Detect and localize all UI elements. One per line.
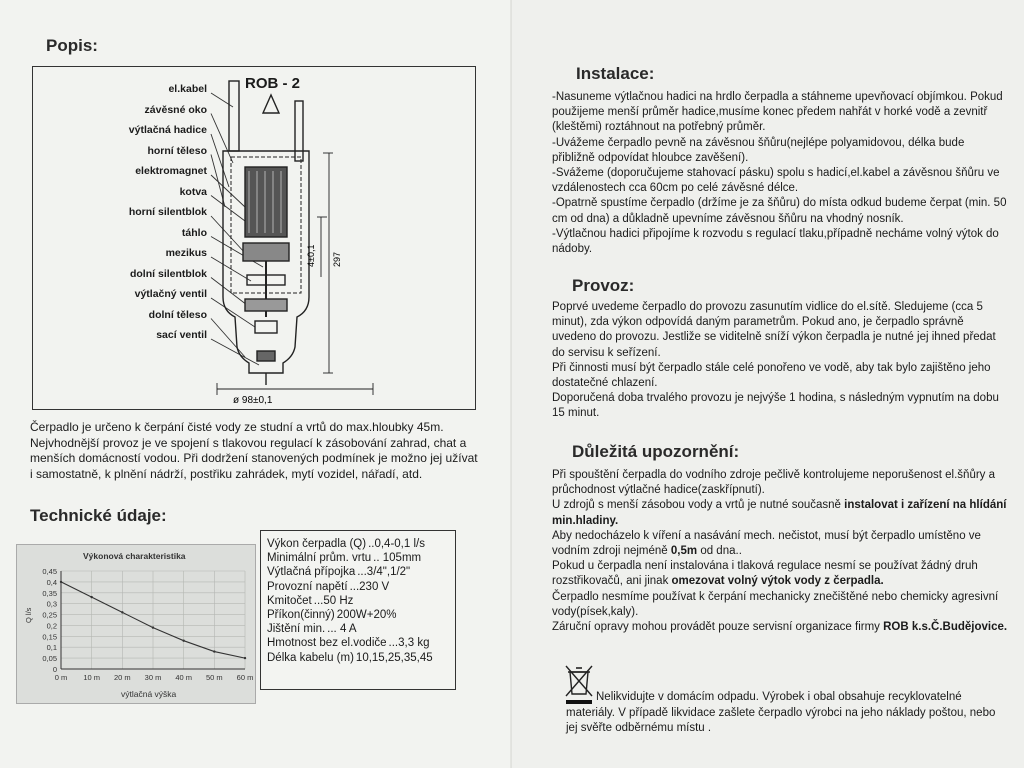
diagram-label: horní silentblok: [128, 206, 207, 218]
diagram-label: mezikus: [165, 247, 207, 259]
y-tick-label: 0,4: [46, 577, 57, 587]
diagram-label: kotva: [179, 185, 207, 198]
warning-bold: 0,5m: [670, 545, 698, 558]
warning-paragraph: Čerpadlo nesmíme používat k čerpání mechanicky znečištěné nebo chemicky agresivní vody(písek,kaly).: [552, 590, 999, 618]
leader-line: [211, 339, 259, 365]
performance-point: [244, 657, 246, 659]
instalace-step: -Nasuneme výtlačnou hadici na hrdlo čerpadla a stáhneme upevňovací objímkou. Pokud použijeme menší průměr hadice,musíme konec předem nahřát v horké vodě a zevnitř (kleštěmi) roztáhnout na potřebný průměr.: [552, 91, 1003, 134]
performance-point: [90, 596, 92, 598]
spec-row: [267, 622, 455, 636]
spec-label: Výtlačná přípojka: [267, 566, 356, 579]
diagram-label: dolní těleso: [148, 308, 207, 321]
performance-point: [60, 581, 62, 583]
spec-row: [267, 608, 455, 622]
provoz-heading: Provoz:: [572, 276, 635, 295]
chart-title: Výkonová charakteristika: [83, 551, 186, 561]
provoz-paragraph: Doporučená doba trvalého provozu je nejvýše 1 hodina, s následným vypnutím na dobu 15 minut.: [552, 392, 999, 420]
spec-value: 10,15,25,35,45: [355, 651, 433, 664]
spec-row: [267, 551, 455, 565]
x-tick-label: 40 m: [175, 673, 193, 682]
diagram-label: el.kabel: [168, 83, 207, 95]
y-tick-label: 0,15: [42, 632, 57, 642]
x-tick-label: 20 m: [113, 673, 131, 682]
x-tick-label: 30 m: [144, 673, 162, 682]
spec-row: [267, 636, 455, 650]
y-tick-label: 0,1: [46, 643, 57, 653]
diagram-label: sací ventil: [156, 329, 207, 341]
dim-height-b: 297: [332, 251, 342, 267]
spec-value: ...230 V: [349, 580, 390, 593]
spec-label: Hmotnost bez el.vodiče: [267, 637, 387, 650]
warning-paragraph: Při spouštění čerpadla do vodního zdroje pečlivě kontrolujeme neporušenost el.šňůry a průchodnost výtlačné hadice(zaskřípnutí).: [552, 469, 996, 497]
spec-value: .. 105mm: [373, 552, 422, 565]
spec-table: [260, 530, 456, 690]
y-tick-label: 0,3: [46, 599, 57, 609]
performance-point: [182, 639, 184, 641]
leader-line: [211, 278, 247, 306]
spec-label: Provozní napětí: [267, 580, 348, 593]
y-tick-label: 0,35: [42, 588, 57, 598]
warning-paragraph: [552, 559, 1008, 589]
spec-row: [267, 594, 455, 608]
instalace-step: -Svážeme (doporučujeme stahovací pásku) spolu s hadicí,el.kabel a závěsnou šňůru ve vzdálenostech cca 60cm po celé závěsné délce.: [552, 167, 1000, 195]
chart-ylabel: Q l/s: [24, 607, 33, 623]
popis-heading: Popis:: [46, 36, 98, 55]
spec-label: Kmitočet: [267, 594, 312, 607]
instalace-step: -Výtlačnou hadici připojíme k rozvodu s regulací tlaku,případně necháme volný výtok do nádoby.: [552, 227, 999, 256]
warning-bold: instalovat i zařízení na hlídání min.hladiny.: [552, 499, 1007, 527]
tech-heading: Technické údaje:: [30, 506, 167, 525]
chart-plot: [17, 545, 257, 705]
warning-paragraph: [552, 620, 1008, 635]
spec-value: ... 4 A: [327, 623, 357, 636]
diagram-label: výtlačná hadice: [128, 124, 207, 136]
spec-value: ...50 Hz: [313, 594, 354, 607]
leader-line: [211, 175, 245, 207]
warning-paragraph: [552, 529, 1008, 559]
right-page: [512, 0, 1024, 768]
instalace-step: -Uvážeme čerpadlo pevně na závěsnou šňůru(nejlépe polyamidovou, délka bude přibližně odpovídat hloubce zavěšení).: [552, 136, 965, 164]
warning-bold: omezovat volný výtok vody z čerpadla.: [671, 575, 884, 588]
provoz-paragraph: Poprvé uvedeme čerpadlo do provozu zasunutím vidlice do el.sítě. Sledujeme (cca 5 minut), zda výkon odpovídá daným parametrům. Pokud ano, je čerpadlo správně uvedeno do provozu. Jestliže se viditelně sníží výkon čerpadla je nutné jej ihned předat do servisu k seřízení.: [552, 301, 996, 359]
spec-label: Příkon(činný): [267, 609, 335, 622]
upozorneni-heading: Důležitá upozornění:: [572, 442, 740, 461]
y-tick-label: 0,25: [42, 610, 57, 620]
instalace-text: [552, 90, 1008, 257]
instalace-heading: Instalace:: [576, 64, 655, 83]
spec-rows: [267, 537, 455, 665]
y-tick-label: 0,45: [42, 567, 57, 576]
y-tick-label: 0,05: [42, 654, 57, 664]
spec-label: Jištění min.: [267, 623, 326, 636]
warning-bold: ROB k.s.Č.Budějovice.: [883, 621, 1008, 634]
diagram-label: výtlačný ventil: [134, 288, 207, 300]
spec-row: [267, 651, 455, 665]
instalace-step: -Opatrně spustíme čerpadlo (držíme je za šňůru) do místa odkud budeme čerpat (min. 50 cm od dna) a důkladně upevníme závěsnou šňůru na vhodný nosník.: [552, 197, 1007, 225]
performance-point: [152, 626, 154, 628]
spec-row: [267, 565, 455, 579]
spec-row: [267, 580, 455, 594]
pump-diagram: [32, 66, 476, 410]
diagram-title: ROB - 2: [245, 75, 301, 92]
diagram-label: táhlo: [181, 226, 207, 239]
leader-line: [211, 216, 245, 253]
provoz-text: [552, 300, 1008, 422]
provoz-paragraph: Při činnosti musí být čerpadlo stále celé ponořeno ve vodě, aby tak bylo zajištěno jeho dostatečné chlazení.: [552, 361, 991, 390]
spec-label: Výkon čerpadla (Q): [267, 538, 367, 550]
performance-point: [121, 611, 123, 613]
pump-description: Čerpadlo je určeno k čerpání čisté vody ze studní a vrtů do max.hloubky 45m. Nejvhodnější provoz je ve spojení s tlakovou regulací k zásobování zahrad, chat a menších domácností vodou. Při dodržení stanovených podmínek je možno jej užívat i samostatně, k plnění nádrží, postřiku zahrádek, mytí vozidel, nářadí, atd.: [30, 420, 478, 481]
warning-text: od dna..: [697, 545, 742, 558]
spec-value: ..0,4-0,1 l/s: [368, 538, 425, 550]
y-tick-label: 0: [52, 665, 57, 674]
spec-value: ...3,3 kg: [388, 637, 430, 650]
spec-row: [267, 537, 455, 551]
x-tick-label: 60 m: [236, 673, 254, 682]
warning-paragraph: [552, 498, 1008, 528]
performance-chart: [16, 544, 256, 704]
warning-text: U zdrojů s menší zásobou vody a vrtů je nutné současně: [552, 499, 845, 512]
dim-height-a: 4±0,1: [306, 244, 316, 267]
performance-point: [213, 650, 215, 652]
upozorneni-text: [552, 468, 1008, 635]
diagram-label: horní těleso: [147, 144, 207, 157]
spec-label: Délka kabelu (m): [267, 651, 354, 664]
spec-label: Minimální prům. vrtu: [267, 552, 372, 565]
y-tick-label: 0,2: [46, 621, 57, 631]
x-tick-label: 10 m: [83, 673, 101, 682]
diagram-label: elektromagnet: [135, 165, 207, 177]
dim-width: ø 98±0,1: [233, 395, 273, 406]
warning-text: Aby nedocházelo k víření a nasávání mech. nečistot, musí být čerpadlo umístěno ve vodním zdroji nejméně: [552, 529, 981, 558]
chart-xlabel: výtlačná výška: [121, 689, 177, 699]
leader-line: [211, 134, 229, 187]
spec-value: 200W+20%: [336, 609, 397, 622]
x-tick-label: 50 m: [205, 673, 223, 682]
spec-value: ...3/4",1/2": [357, 566, 411, 579]
diagram-label: dolní silentblok: [129, 267, 207, 280]
warning-text: Pokud u čerpadla není instalována i tlaková regulace nesmí se používat žádný druh rozstřikovačů, ani jinak: [552, 560, 978, 588]
pump-drawing: [33, 67, 477, 411]
recycle-text: Nelikvidujte v domácím odpadu. Výrobek i obal obsahuje recyklovatelné materiály. V případě likvidace zašlete čerpadlo výrobci na jeho náklady poštou, nebo jej svěřte odběrnému místu .: [566, 691, 996, 734]
x-tick-label: 0 m: [54, 673, 68, 682]
warning-text: Záruční opravy mohou provádět pouze servisní organizace firmy: [552, 621, 884, 634]
diagram-label: závěsné oko: [144, 103, 207, 116]
leader-line: [211, 319, 245, 358]
